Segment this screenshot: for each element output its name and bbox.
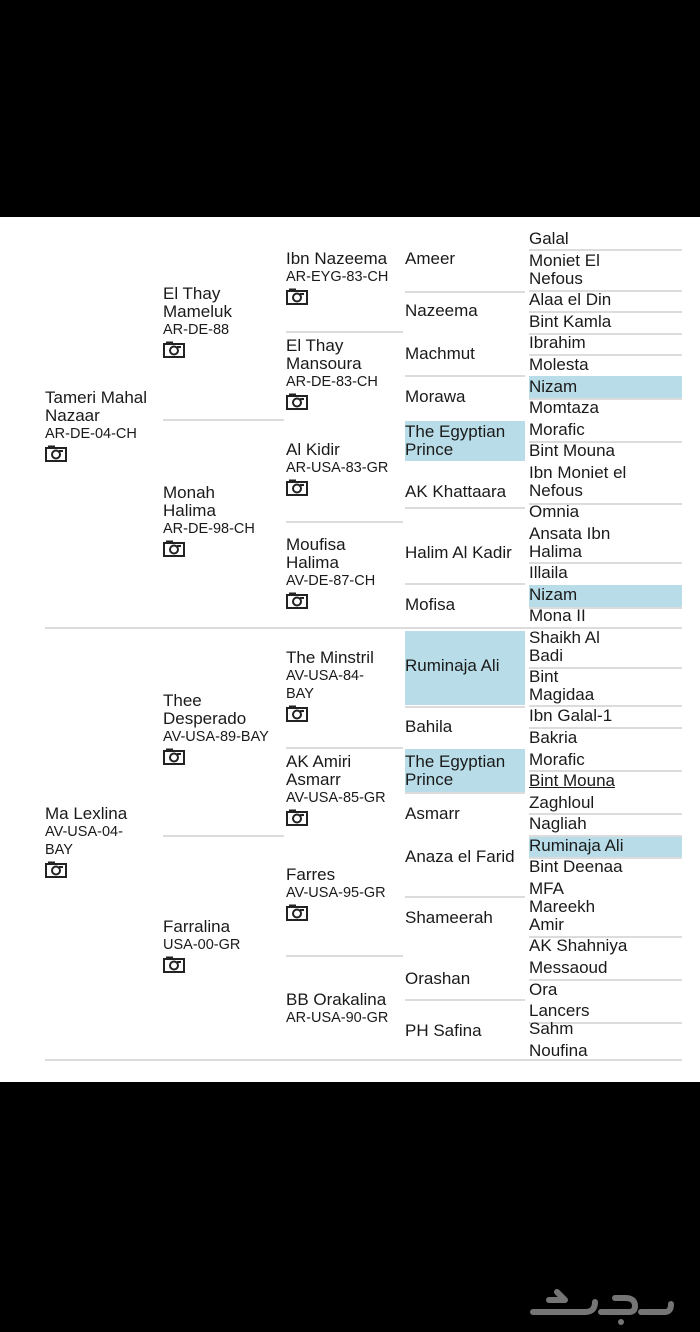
registration-code: AV-USA-84- BAY [286, 668, 364, 702]
horse-name: El Thay Mansoura [286, 336, 362, 373]
haraj-logo-watermark [525, 1278, 675, 1328]
gen4-entry[interactable]: Morawa [405, 387, 466, 406]
gen5-entry[interactable]: Shaikh Al Badi [529, 628, 600, 665]
dam-entry[interactable] [45, 805, 127, 878]
gen5-entry[interactable]: Bint Mouna [529, 441, 615, 460]
horse-name: AK Amiri Asmarr [286, 752, 352, 789]
horse-name: Ibn Nazeema [286, 249, 388, 268]
divider [405, 375, 525, 377]
horse-name: Tameri Mahal Nazaar [45, 388, 148, 425]
gen3-entry[interactable] [286, 649, 374, 722]
gen5-entry[interactable]: MFA Mareekh Amir [529, 879, 596, 934]
divider [286, 955, 403, 957]
horse-name: Thee Desperado [163, 691, 247, 728]
gen4-entry[interactable]: Machmut [405, 344, 475, 363]
horse-name: BB Orakalina [286, 990, 387, 1009]
gen4-entry[interactable]: AK Khattaara [405, 482, 507, 501]
gen2-entry[interactable] [163, 285, 232, 358]
gen5-entry[interactable]: Bint Magidaa [529, 667, 595, 704]
gen3-entry[interactable] [286, 337, 378, 410]
registration-code: USA-00-GR [163, 937, 241, 953]
gen5-entry[interactable]: Nagliah [529, 814, 587, 833]
camera-icon[interactable] [286, 592, 308, 609]
gen4-entry[interactable]: The Egyptian Prince [405, 422, 506, 459]
gen3-entry[interactable] [286, 250, 388, 305]
camera-icon[interactable] [286, 479, 308, 496]
gen5-entry[interactable]: Ibn Moniet el Nefous [529, 463, 627, 500]
registration-code: AR-USA-90-GR [286, 1010, 389, 1026]
gen4-entry[interactable]: Shameerah [405, 908, 493, 927]
horse-name: Moufisa Halima [286, 535, 346, 572]
gen5-entry[interactable]: Nizam [529, 585, 578, 604]
gen5-entry[interactable]: Noufina [529, 1041, 588, 1060]
gen4-entry[interactable]: Halim Al Kadir [405, 543, 512, 562]
gen3-entry[interactable] [286, 753, 386, 826]
gen5-entry[interactable]: Ibrahim [529, 333, 586, 352]
gen5-entry[interactable]: Ruminaja Ali [529, 836, 624, 855]
divider [163, 835, 284, 837]
registration-code: AR-USA-83-GR [286, 460, 389, 476]
divider [405, 706, 525, 708]
gen5-entry[interactable]: Messaoud [529, 958, 608, 977]
divider [405, 999, 525, 1001]
registration-code: AR-DE-98-CH [163, 521, 255, 537]
horse-name: Al Kidir [286, 440, 340, 459]
divider [405, 583, 525, 585]
camera-icon[interactable] [163, 956, 185, 973]
horse-name: The Minstril [286, 648, 374, 667]
gen5-entry[interactable]: Zaghloul [529, 793, 595, 812]
registration-code: AR-DE-04-CH [45, 426, 137, 442]
registration-code: AV-USA-04- BAY [45, 824, 123, 858]
gen4-entry[interactable]: Anaza el Farid [405, 847, 515, 866]
registration-code: AV-USA-89-BAY [163, 729, 269, 745]
horse-name: Farralina [163, 917, 231, 936]
divider [405, 792, 525, 794]
gen5-entry[interactable]: Morafic [529, 750, 585, 769]
camera-icon[interactable] [45, 445, 67, 462]
gen3-entry[interactable] [286, 441, 388, 496]
gen5-entry[interactable]: Galal [529, 229, 569, 248]
gen3-entry[interactable] [286, 866, 386, 921]
gen5-entry[interactable]: Illaila [529, 563, 568, 582]
divider [405, 291, 525, 293]
camera-icon[interactable] [286, 288, 308, 305]
horse-name: Farres [286, 865, 336, 884]
registration-code: AV-USA-85-GR [286, 790, 386, 806]
divider [286, 331, 403, 333]
gen4-entry[interactable]: Ruminaja Ali [405, 656, 500, 675]
gen5-entry[interactable]: Morafic [529, 420, 585, 439]
divider [163, 419, 284, 421]
camera-icon[interactable] [286, 393, 308, 410]
camera-icon[interactable] [45, 861, 67, 878]
gen5-entry[interactable]: Nizam [529, 377, 578, 396]
horse-name: El Thay Mameluk [163, 284, 232, 321]
gen4-entry[interactable]: Bahila [405, 717, 453, 736]
registration-code: AR-EYG-83-CH [286, 269, 389, 285]
gen4-entry[interactable]: Mofisa [405, 595, 456, 614]
camera-icon[interactable] [163, 341, 185, 358]
gen4-entry[interactable]: Asmarr [405, 804, 460, 823]
gen5-entry[interactable]: Momtaza [529, 398, 599, 417]
gen5-entry[interactable]: Lancers Sahm [529, 1001, 590, 1038]
camera-icon[interactable] [286, 705, 308, 722]
gen5-entry[interactable]: Omnia [529, 502, 580, 521]
gen4-entry[interactable]: PH Safina [405, 1021, 482, 1040]
gen4-entry[interactable]: The Egyptian Prince [405, 752, 506, 789]
gen3-entry[interactable] [286, 536, 375, 609]
divider [286, 521, 403, 523]
registration-code: AV-DE-87-CH [286, 573, 376, 589]
gen3-entry[interactable] [286, 991, 388, 1027]
gen4-entry[interactable]: Nazeema [405, 301, 478, 320]
gen2-entry[interactable] [163, 918, 240, 973]
gen5-entry[interactable]: Mona II [529, 606, 586, 625]
gen5-entry[interactable]: Bint Deenaa [529, 857, 623, 876]
pedigree-panel [0, 217, 700, 1082]
sire-entry[interactable] [45, 389, 147, 462]
camera-icon[interactable] [163, 748, 185, 765]
gen5-entry[interactable]: Bint Kamla [529, 312, 612, 331]
horse-name: Ma Lexlina [45, 804, 128, 823]
gen5-entry[interactable]: Ibn Galal-1 [529, 706, 613, 725]
camera-icon[interactable] [286, 809, 308, 826]
gen5-entry[interactable]: Bakria [529, 728, 578, 747]
gen2-entry[interactable] [163, 692, 269, 765]
camera-icon[interactable] [286, 904, 308, 921]
gen5-entry[interactable]: AK Shahniya [529, 936, 628, 955]
gen2-entry[interactable] [163, 484, 255, 557]
gen4-entry[interactable]: Orashan [405, 969, 471, 988]
camera-icon[interactable] [163, 540, 185, 557]
gen5-entry[interactable]: Bint Mouna [529, 771, 615, 790]
horse-name: Monah Halima [163, 483, 216, 520]
divider [405, 507, 525, 509]
divider [286, 747, 403, 749]
divider [405, 896, 525, 898]
registration-code: AV-USA-95-GR [286, 885, 386, 901]
gen4-entry[interactable]: Ameer [405, 249, 456, 268]
registration-code: AR-DE-83-CH [286, 374, 378, 390]
gen5-entry[interactable]: Molesta [529, 355, 589, 374]
gen5-entry[interactable]: Ansata Ibn Halima [529, 524, 611, 561]
gen5-entry[interactable]: Ora [529, 980, 558, 999]
registration-code: AR-DE-88 [163, 322, 230, 338]
gen5-entry[interactable]: Alaa el Din [529, 290, 612, 309]
gen5-entry[interactable]: Moniet El Nefous [529, 251, 600, 288]
